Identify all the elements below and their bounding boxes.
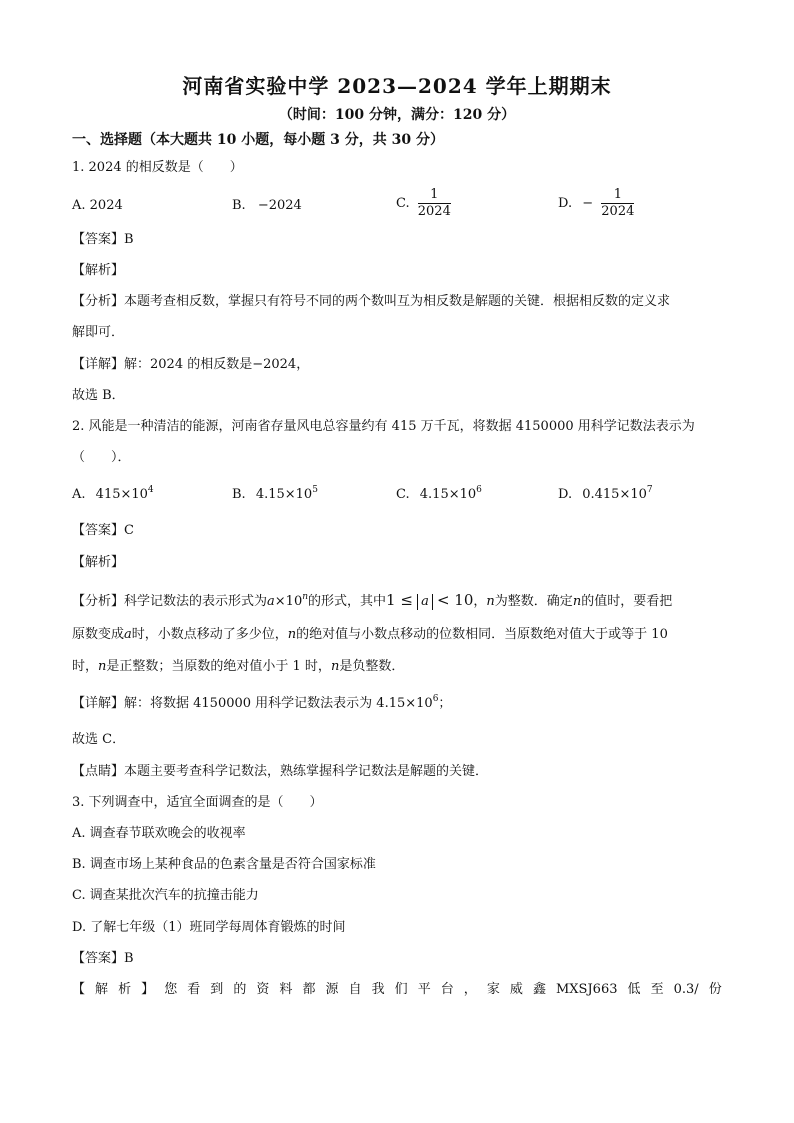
footer-char: 鑫 [532, 982, 546, 997]
math-var: n [98, 659, 107, 674]
footer-char: 析 [118, 982, 132, 997]
footer-char: 我 [371, 982, 385, 997]
q3-stem: 3. 下列调查中，适宜全面调查的是（ ） [72, 795, 323, 810]
q3-analysis-watermark-line [72, 980, 722, 1000]
section-heading: 一、选择题（本大题共 10 小题，每小题 3 分，共 30 分） [72, 132, 444, 148]
math-exponent: 6 [432, 694, 439, 704]
q2-fenxi-line3 [72, 657, 404, 677]
text-run: 【分析】科学记数法的表示形式为 [72, 594, 268, 609]
q1-conclusion: 故选 B． [72, 388, 125, 403]
footer-char: 都 [302, 982, 316, 997]
text-run: 是正整数；当原数的绝对值小于 1 时， [106, 659, 331, 674]
q2-option-d-base: 0.415×10 [582, 487, 647, 502]
q2-option-b-exponent: 5 [312, 485, 318, 495]
math-op: ×10 [274, 594, 303, 609]
q2-option-b-label: B. [232, 487, 246, 502]
fraction-denominator: 2024 [417, 204, 451, 219]
page-title: 河南省实验中学 2023—2024 学年上期期末 [182, 74, 612, 98]
q2-option-c-base: 4.15×10 [419, 487, 477, 502]
footer-char: 】 [141, 982, 155, 997]
math-abs: a [417, 594, 433, 610]
math-var: a [124, 627, 132, 642]
q2-option-d-label: D. [558, 487, 573, 502]
page-subtitle: （时间：100 分钟，满分：120 分） [278, 107, 516, 123]
math-ineq: < 10 [436, 591, 474, 609]
fraction-denominator: 2024 [601, 204, 635, 219]
math-var: n [287, 627, 297, 642]
math-var: n [486, 594, 495, 609]
q2-fenxi-line1 [72, 590, 672, 612]
text-run: 是负整数． [339, 659, 405, 674]
q1-answer: 【答案】B [72, 232, 134, 247]
footer-char: 自 [348, 982, 362, 997]
q2-option-a [72, 485, 154, 505]
q3-option-a: A. 调查春节联欢晚会的收视率 [72, 826, 246, 841]
q1-option-b [232, 196, 302, 216]
q2-option-c-exponent: 6 [476, 485, 482, 495]
footer-char: ， [463, 982, 477, 997]
text-run: 的绝对值与小数点移动的位数相同．当原数绝对值大于或等于 10 [296, 627, 668, 642]
q3-answer: 【答案】B [72, 951, 134, 966]
q2-stem-line2: （ ）． [72, 450, 131, 465]
footer-char: MXSJ663 [555, 982, 618, 997]
footer-char: 料 [279, 982, 293, 997]
math-var: n [330, 659, 340, 674]
q1-stem: 1. 2024 的相反数是（ ） [72, 160, 243, 175]
q1-option-c-label: C. [396, 196, 410, 211]
footer-char: 平 [417, 982, 431, 997]
text-run: ； [438, 696, 452, 711]
text-run: 【详解】解：将数据 4150000 用科学记数法表示为 4.15×10 [72, 696, 433, 711]
q2-conclusion: 故选 C． [72, 732, 126, 747]
q1-option-a: A. 2024 [72, 198, 123, 213]
q1-option-d-fraction [601, 187, 634, 220]
footer-char: 低 [627, 982, 641, 997]
q1-option-c [396, 186, 451, 222]
q3-option-c: C. 调查某批次汽车的抗撞击能力 [72, 888, 259, 903]
q3-option-b: B. 调查市场上某种食品的色素含量是否符合国家标准 [72, 857, 376, 872]
text-run: 的形式，其中 [308, 594, 387, 609]
q1-option-d [558, 186, 634, 222]
q2-analysis-heading: 【解析】 [72, 555, 125, 570]
footer-char: 家 [486, 982, 500, 997]
q1-detail: 【详解】解：2024 的相反数是−2024， [72, 357, 310, 372]
q3-option-d: D. 了解七年级（1）班同学每周体育锻炼的时间 [72, 920, 346, 935]
q2-option-c-label: C. [396, 487, 410, 502]
math-var: a [267, 594, 275, 609]
footer-char: 份 [708, 982, 722, 997]
q2-detail [72, 694, 451, 714]
q2-option-b [232, 485, 318, 505]
q1-option-d-label: D. [558, 196, 573, 211]
q1-option-b-label: B. [232, 198, 246, 213]
footer-char: 您 [164, 982, 178, 997]
text-run: 为整数．确定 [494, 594, 573, 609]
footer-char: 解 [95, 982, 109, 997]
q2-fenxi-line2 [72, 625, 668, 645]
q1-fenxi-line1: 【分析】本题考查相反数，掌握只有符号不同的两个数叫互为相反数是解题的关键．根据相反数的定义求 [72, 294, 671, 309]
q2-option-c [396, 485, 482, 505]
text-run: ， [473, 594, 487, 609]
footer-char: 台 [440, 982, 454, 997]
q2-option-a-label: A. [72, 487, 86, 502]
text-run: 时， [72, 659, 99, 674]
q2-option-a-exponent: 4 [147, 485, 154, 495]
footer-char: 至 [650, 982, 664, 997]
q1-fenxi-line2: 解即可． [72, 325, 125, 340]
math-var: n [572, 594, 582, 609]
q2-option-b-base: 4.15×10 [255, 487, 313, 502]
math-exponent: n [302, 592, 309, 602]
footer-char: 们 [394, 982, 408, 997]
q1-option-c-fraction [418, 187, 451, 220]
footer-char: 看 [187, 982, 201, 997]
q1-analysis-heading: 【解析】 [72, 263, 125, 278]
text-run: 原数变成 [72, 627, 125, 642]
footer-char: 【 [72, 982, 86, 997]
q2-option-d-exponent: 7 [646, 485, 653, 495]
footer-char: 到 [210, 982, 224, 997]
footer-char: 威 [509, 982, 523, 997]
q2-remark: 【点睛】本题主要考查科学记数法，熟练掌握科学记数法是解题的关键． [72, 764, 489, 779]
q1-option-d-sign: − [582, 196, 594, 211]
fraction-numerator: 1 [601, 187, 634, 204]
footer-char: 0.3/ [673, 982, 699, 997]
math-ineq: 1 ≤ [386, 591, 413, 609]
q2-option-a-base: 415×10 [95, 487, 148, 502]
fraction-numerator: 1 [418, 187, 451, 204]
footer-char: 的 [233, 982, 247, 997]
footer-char: 资 [256, 982, 270, 997]
text-run: 的值时，要看把 [581, 594, 673, 609]
footer-char: 源 [325, 982, 339, 997]
q2-answer: 【答案】C [72, 523, 134, 538]
q2-option-d [558, 485, 653, 505]
q2-stem-line1: 2. 风能是一种清洁的能源，河南省存量风电总容量约有 415 万千瓦，将数据 4150000 用科学记数法表示为 [72, 419, 695, 434]
q1-option-b-value: −2024 [257, 198, 302, 213]
text-run: 时，小数点移动了多少位， [131, 627, 288, 642]
